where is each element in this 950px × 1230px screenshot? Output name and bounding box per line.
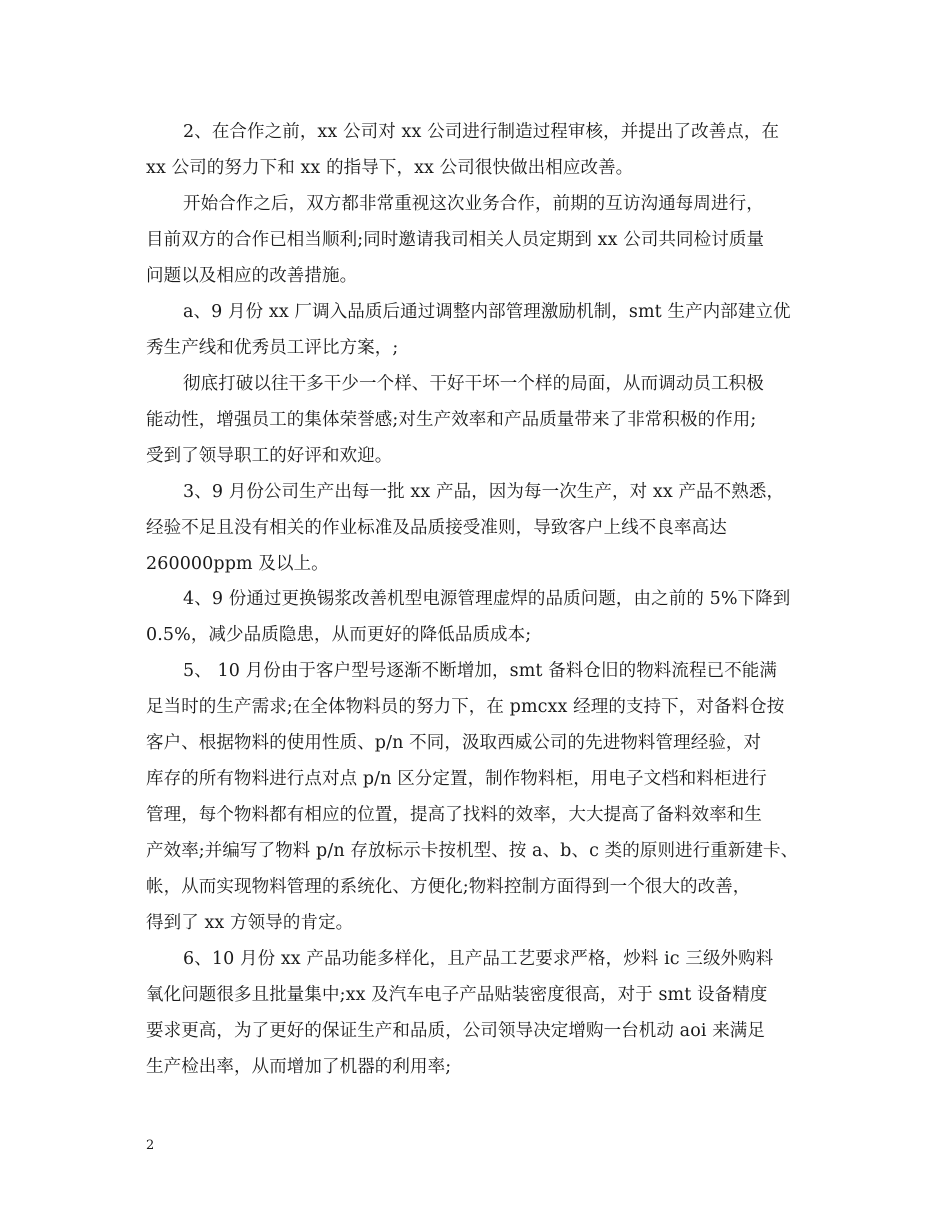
paragraph-first-line: 6、10 月份 xx 产品功能多样化，且产品工艺要求严格，炒料 ic 三级外购料 [183,949,774,969]
paragraph-line: 库存的所有物料进行点对点 p/n 区分定置，制作物料柜，用电子文档和料柜进行 [146,769,767,789]
paragraph-line: 要求更高，为了更好的保证生产和品质，公司领导决定增购一台机动 aoi 来满足 [146,1021,765,1041]
paragraph-line: 氧化问题很多且批量集中;xx 及汽车电子产品贴装密度很高，对于 smt 设备精度 [146,985,768,1005]
paragraph-line: 产效率;并编写了物料 p/n 存放标示卡按机型、按 a、b、c 类的原则进行重新建卡、 [146,841,799,861]
paragraph-first-line: 彻底打破以往干多干少一个样、干好干坏一个样的局面，从而调动员工积极 [183,374,764,394]
paragraph-line: 秀生产线和优秀员工评比方案，; [146,338,399,358]
paragraph-line: 能动性，增强员工的集体荣誉感;对生产效率和产品质量带来了非常积极的作用; [146,410,757,430]
paragraph-line: 管理，每个物料都有相应的位置，提高了找料的效率，大大提高了备料效率和生 [146,805,762,825]
paragraph-line: 得到了 xx 方领导的肯定。 [146,913,354,933]
paragraph-line: 问题以及相应的改善措施。 [146,266,358,286]
paragraph-line: 目前双方的合作已相当顺利;同时邀请我司相关人员定期到 xx 公司共同检讨质量 [146,230,765,250]
paragraph-line: 生产检出率，从而增加了机器的利用率; [146,1057,452,1077]
paragraph-first-line: 3、9 月份公司生产出每一批 xx 产品，因为每一次生产，对 xx 产品不熟悉， [183,482,785,502]
paragraph-line: 足当时的生产需求;在全体物料员的努力下，在 pmcxx 经理的支持下，对备料仓按 [146,697,785,717]
paragraph-first-line: 开始合作之后，双方都非常重视这次业务合作，前期的互访沟通每周进行， [183,194,764,214]
paragraph-first-line: 2、在合作之前，xx 公司对 xx 公司进行制造过程审核，并提出了改善点，在 [183,122,780,142]
paragraph-line: 客户、根据物料的使用性质、p/n 不同，汲取西威公司的先进物料管理经验，对 [146,733,762,753]
paragraph-line: 0.5%，减少品质隐患，从而更好的降低品质成本; [146,625,532,645]
paragraph-line: xx 公司的努力下和 xx 的指导下，xx 公司很快做出相应改善。 [146,158,634,178]
paragraph-line: 260000ppm 及以上。 [146,554,329,574]
paragraph-first-line: a、9 月份 xx 厂调入品质后通过调整内部管理激励机制，smt 生产内部建立优 [183,302,791,322]
paragraph-line: 受到了领导职工的好评和欢迎。 [146,446,393,466]
paragraph-line: 经验不足且没有相关的作业标准及品质接受准则，导致客户上线不良率高达 [146,518,727,538]
paragraph-first-line: 4、9 份通过更换锡浆改善机型电源管理虚焊的品质问题，由之前的 5%下降到 [183,589,791,609]
paragraph-first-line: 5、 10 月份由于客户型号逐渐不断增加，smt 备料仓旧的物料流程已不能满 [183,661,777,681]
paragraph-line: 帐，从而实现物料管理的系统化、方便化;物料控制方面得到一个很大的改善， [146,877,751,897]
page-number: 2 [146,1138,155,1153]
